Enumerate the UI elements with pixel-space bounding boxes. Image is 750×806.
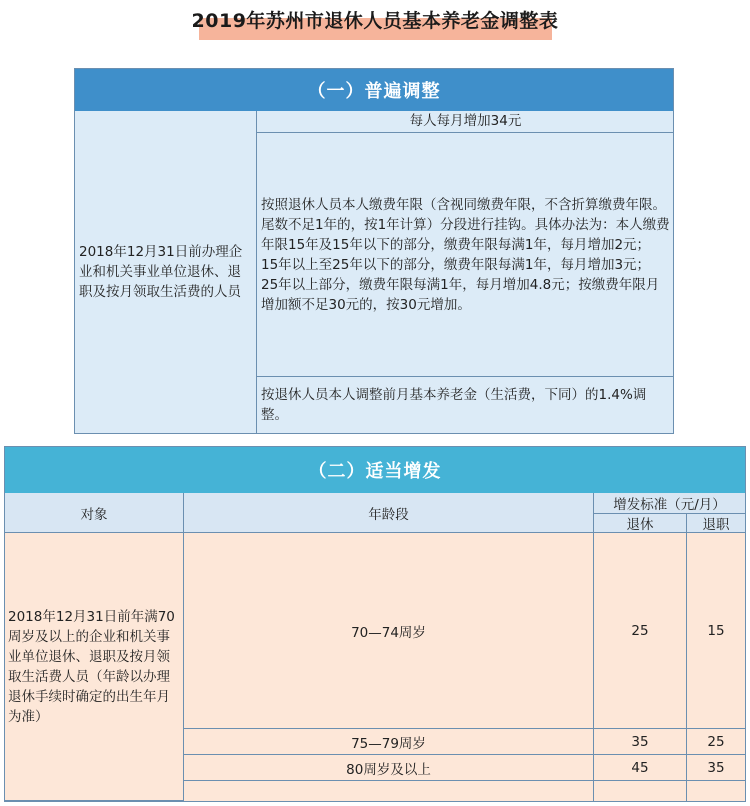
section2-header: （二）适当增发 (5, 447, 745, 493)
empty-cell (687, 781, 745, 801)
section1-row-percentage-text: 按退休人员本人调整前月基本养老金（生活费，下同）的1.4%调整。 (261, 387, 647, 423)
col-header-standard: 增发标准（元/月） (594, 493, 745, 514)
section1-target-text: 2018年12月31日前办理企业和机关事业单位退休、退职及按月领取生活费的人员 (79, 244, 243, 300)
section2-target-text: 2018年12月31日前年满70周岁及以上的企业和机关事业单位退休、退职及按月领取生活费人员（年龄以办理退休手续时确定的出生年月为准） (8, 608, 175, 725)
resign-amount-cell: 35 (687, 755, 745, 781)
section2-target (5, 533, 184, 801)
page-title: 2019年苏州市退休人员基本养老金调整表 (191, 10, 559, 32)
section-general-adjustment (74, 68, 674, 434)
col-header-retire: 退休 (594, 514, 687, 533)
retire-amount-cell: 25 (594, 533, 687, 729)
section1-row-contribution-text: 按照退休人员本人缴费年限（含视同缴费年限，不含折算缴费年限。尾数不足1年的，按1年计算）分段进行挂钩。具体办法为：本人缴费年限15年及15年以下的部分，缴费年限每满1年，每月增加2元； 15年以上至25年以下的部分，缴费年限每满1年，每月增加3元； 25年以上部分，缴费年限每满1年，每月增加4.8元；按缴费年限月增加额不足30元的，按30元增加。 (261, 196, 670, 313)
section1-row-contribution (257, 133, 673, 377)
section1-target (75, 111, 257, 433)
section1-header: （一）普遍调整 (75, 69, 673, 111)
age-range-cell: 75—79周岁 (184, 729, 594, 755)
age-range-cell: 70—74周岁 (184, 533, 594, 729)
section1-row-percentage (257, 377, 673, 433)
section1-row-fixed: 每人每月增加34元 (257, 111, 673, 133)
empty-cell (594, 781, 687, 801)
col-header-target: 对象 (5, 493, 184, 533)
col-header-age: 年龄段 (184, 493, 594, 533)
empty-cell (184, 781, 594, 801)
resign-amount-cell: 15 (687, 533, 745, 729)
retire-amount-cell: 35 (594, 729, 687, 755)
resign-amount-cell: 25 (687, 729, 745, 755)
col-header-resign: 退职 (687, 514, 745, 533)
section-additional-increase (4, 446, 746, 802)
age-range-cell: 80周岁及以上 (184, 755, 594, 781)
title-area (0, 0, 750, 46)
retire-amount-cell: 45 (594, 755, 687, 781)
